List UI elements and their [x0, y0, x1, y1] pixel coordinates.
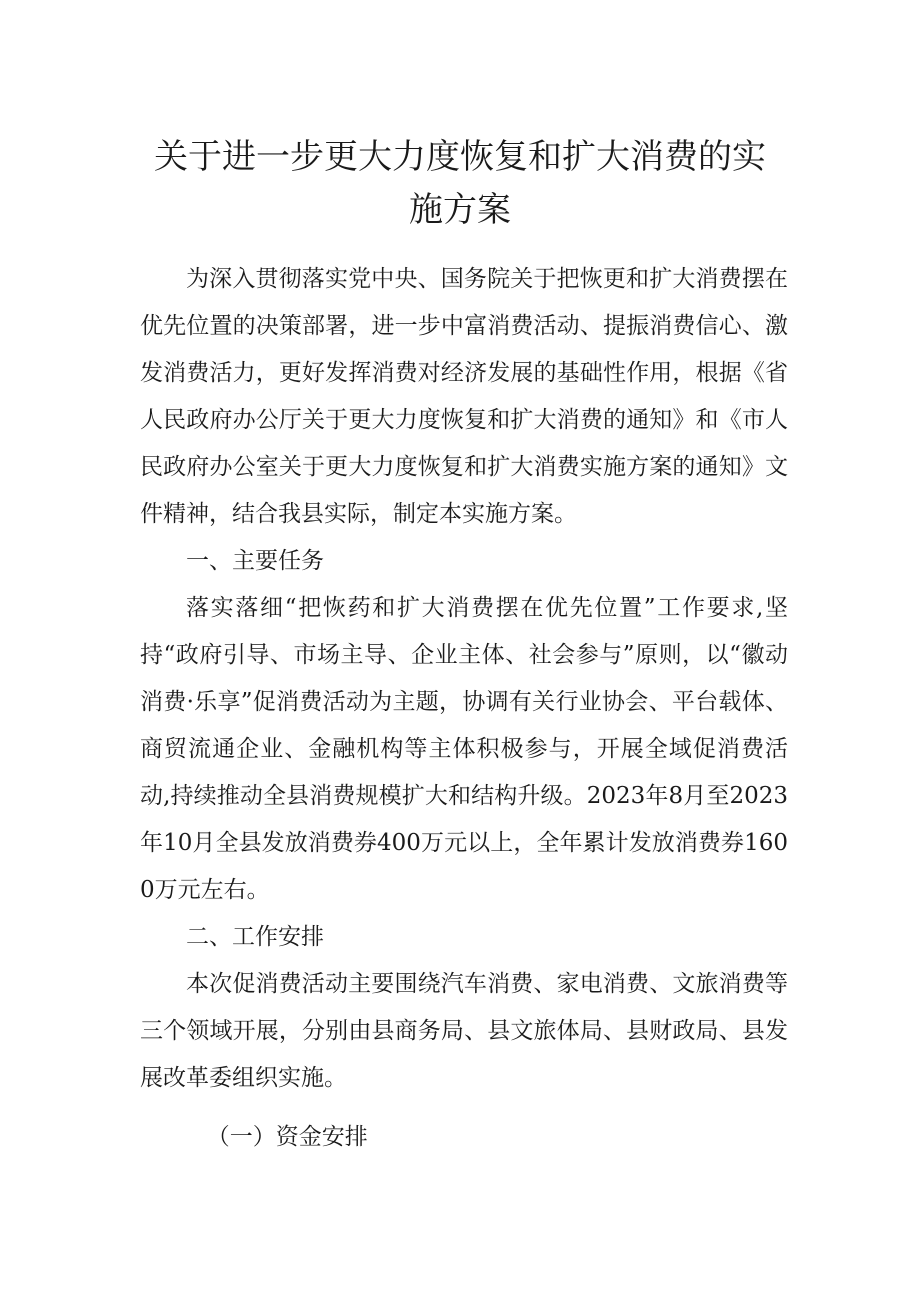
intro-paragraph: 为深入贯彻落实党中央、国务院关于把恢更和扩大消费摆在优先位置的决策部署，进一步中富消费活动、提振消费信心、激发消费活力，更好发挥消费对经济发展的基础性作用，根据《省人民政府办公厅关于更大力度恢复和扩大消费的通知》和《市人民政府办公室关于更大力度恢复和扩大消费实施方案的通知》文件精神，结合我县实际，制定本实施方案。 — [140, 266, 788, 527]
document-body — [140, 256, 788, 1161]
work-arrangement-paragraph: 本次促消费活动主要围绕汽车消费、家电消费、文旅消费等三个领域开展，分别由县商务局、县文旅体局、县财政局、县发展改革委组织实施。 — [140, 971, 788, 1091]
document-title: 关于进一步更大力度恢复和扩大消费的实施方案 — [154, 136, 766, 230]
section-heading-main-tasks: 一、主要任务 — [186, 548, 324, 574]
main-tasks-paragraph: 落实落细“把恢药和扩大消费摆在优先位置”工作要求,坚持“政府引导、市场主导、企业主体、社会参与”原则，以“徽动消费·乐享”促消费活动为主题，协调有关行业协会、平台载体、商贸流通企业、金融机构等主体积极参与，开展全域促消费活动,持续推动全县消费规模扩大和结构升级。2023年8月至2023年10月全县发放消费券400万元以上，全年累计发放消费券1600万元左右。 — [140, 595, 788, 903]
section-heading-work-arrangement: 二、工作安排 — [186, 924, 324, 950]
subsection-heading-funding: （一）资金安排 — [206, 1124, 368, 1150]
